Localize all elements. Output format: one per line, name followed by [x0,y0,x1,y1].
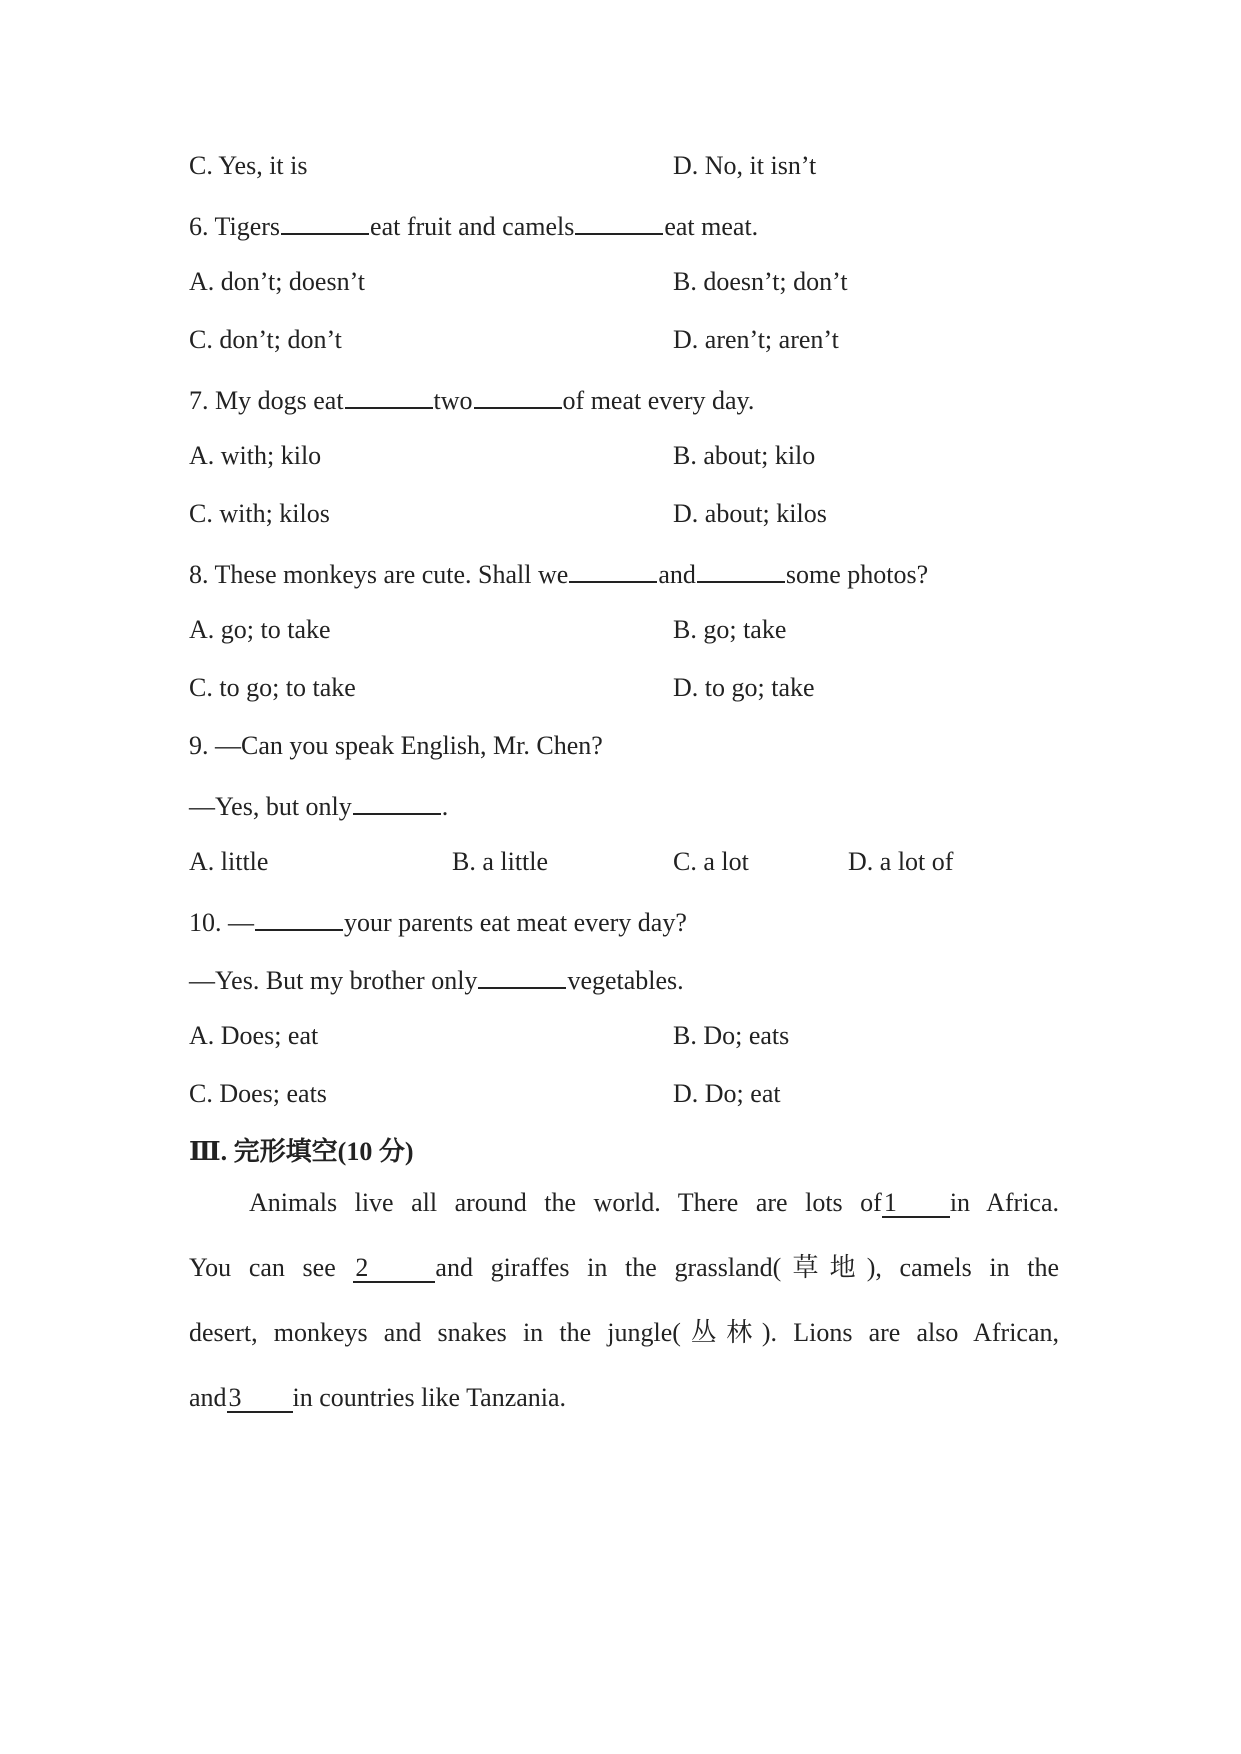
q9-option-a: A. little [189,847,269,876]
q7-option-c: C. with; kilos [189,499,330,528]
q8-stem-b: and [658,560,696,589]
passage-line-3: desert, monkeys and snakes in the jungle(丛林). Lions are also African, [189,1318,1059,1347]
passage-text: in countries like Tanzania. [292,1383,567,1412]
q10-stem [189,907,687,936]
section-heading: Ⅲ. 完形填空(10 分) [189,1137,414,1166]
q8-option-b: B. go; take [673,615,787,644]
q10-reply-a: —Yes. But my brother only [189,966,478,995]
numbered-blank-2: 2 [353,1255,435,1283]
q8-stem-c: some photos? [785,560,929,589]
passage-text: You can see [189,1253,336,1282]
q6-option-d: D. aren’t; aren’t [673,325,839,354]
answer-blank [255,907,343,931]
passage-text: and giraffes in the grassland(草地), camels in the [435,1253,1060,1282]
numbered-blank-3: 3 [227,1385,293,1413]
q9-reply [189,791,448,820]
passage-line-2 [189,1235,1059,1300]
q10-stem-b: your parents eat meat every day? [344,908,687,937]
passage-line-1 [189,1170,1059,1235]
passage-text: in Africa. [949,1188,1059,1217]
numbered-blank-1: 1 [882,1190,950,1218]
q9-reply-a: —Yes, but only [189,792,352,821]
q10-stem-a: 10. — [189,908,254,937]
q10-option-c: C. Does; eats [189,1079,327,1108]
answer-blank [697,559,785,583]
q7-option-d: D. about; kilos [673,499,827,528]
answer-blank [353,791,441,815]
answer-blank [281,211,369,235]
q7-option-a: A. with; kilo [189,441,322,470]
q8-stem [189,559,928,588]
q6-option-c: C. don’t; don’t [189,325,342,354]
q9-reply-b: . [441,792,449,821]
q5-option-d: D. No, it isn’t [673,151,817,180]
q7-stem-c: of meat every day. [562,386,755,415]
answer-blank [345,385,433,409]
q6-stem-c: eat meat. [664,212,759,241]
q9-stem: 9. —Can you speak English, Mr. Chen? [189,731,603,760]
answer-blank [569,559,657,583]
q6-stem-a: 6. Tigers [189,212,281,241]
q8-stem-a: 8. These monkeys are cute. Shall we [189,560,569,589]
passage-line-4 [189,1365,1059,1430]
q10-option-d: D. Do; eat [673,1079,781,1108]
passage-text: Animals live all around the world. There are lots of [249,1188,882,1217]
q6-stem [189,211,758,240]
q6-option-a: A. don’t; doesn’t [189,267,365,296]
q10-option-a: A. Does; eat [189,1021,319,1050]
q9-option-d: D. a lot of [848,847,954,876]
q10-reply-b: vegetables. [567,966,684,995]
q6-stem-b: eat fruit and camels [370,212,575,241]
q7-stem [189,385,754,414]
answer-blank [478,965,566,989]
q8-option-d: D. to go; take [673,673,815,702]
q5-option-c: C. Yes, it is [189,151,308,180]
q7-stem-b: two [433,386,473,415]
cloze-passage [189,1170,1059,1430]
passage-text: and [189,1383,227,1412]
q6-option-b: B. doesn’t; don’t [673,267,848,296]
q7-option-b: B. about; kilo [673,441,816,470]
q10-option-b: B. Do; eats [673,1021,790,1050]
answer-blank [575,211,663,235]
answer-blank [474,385,562,409]
q8-option-a: A. go; to take [189,615,331,644]
q9-option-c: C. a lot [673,847,749,876]
q9-option-b: B. a little [452,847,549,876]
q8-option-c: C. to go; to take [189,673,356,702]
q7-stem-a: 7. My dogs eat [189,386,344,415]
q10-reply [189,965,684,994]
